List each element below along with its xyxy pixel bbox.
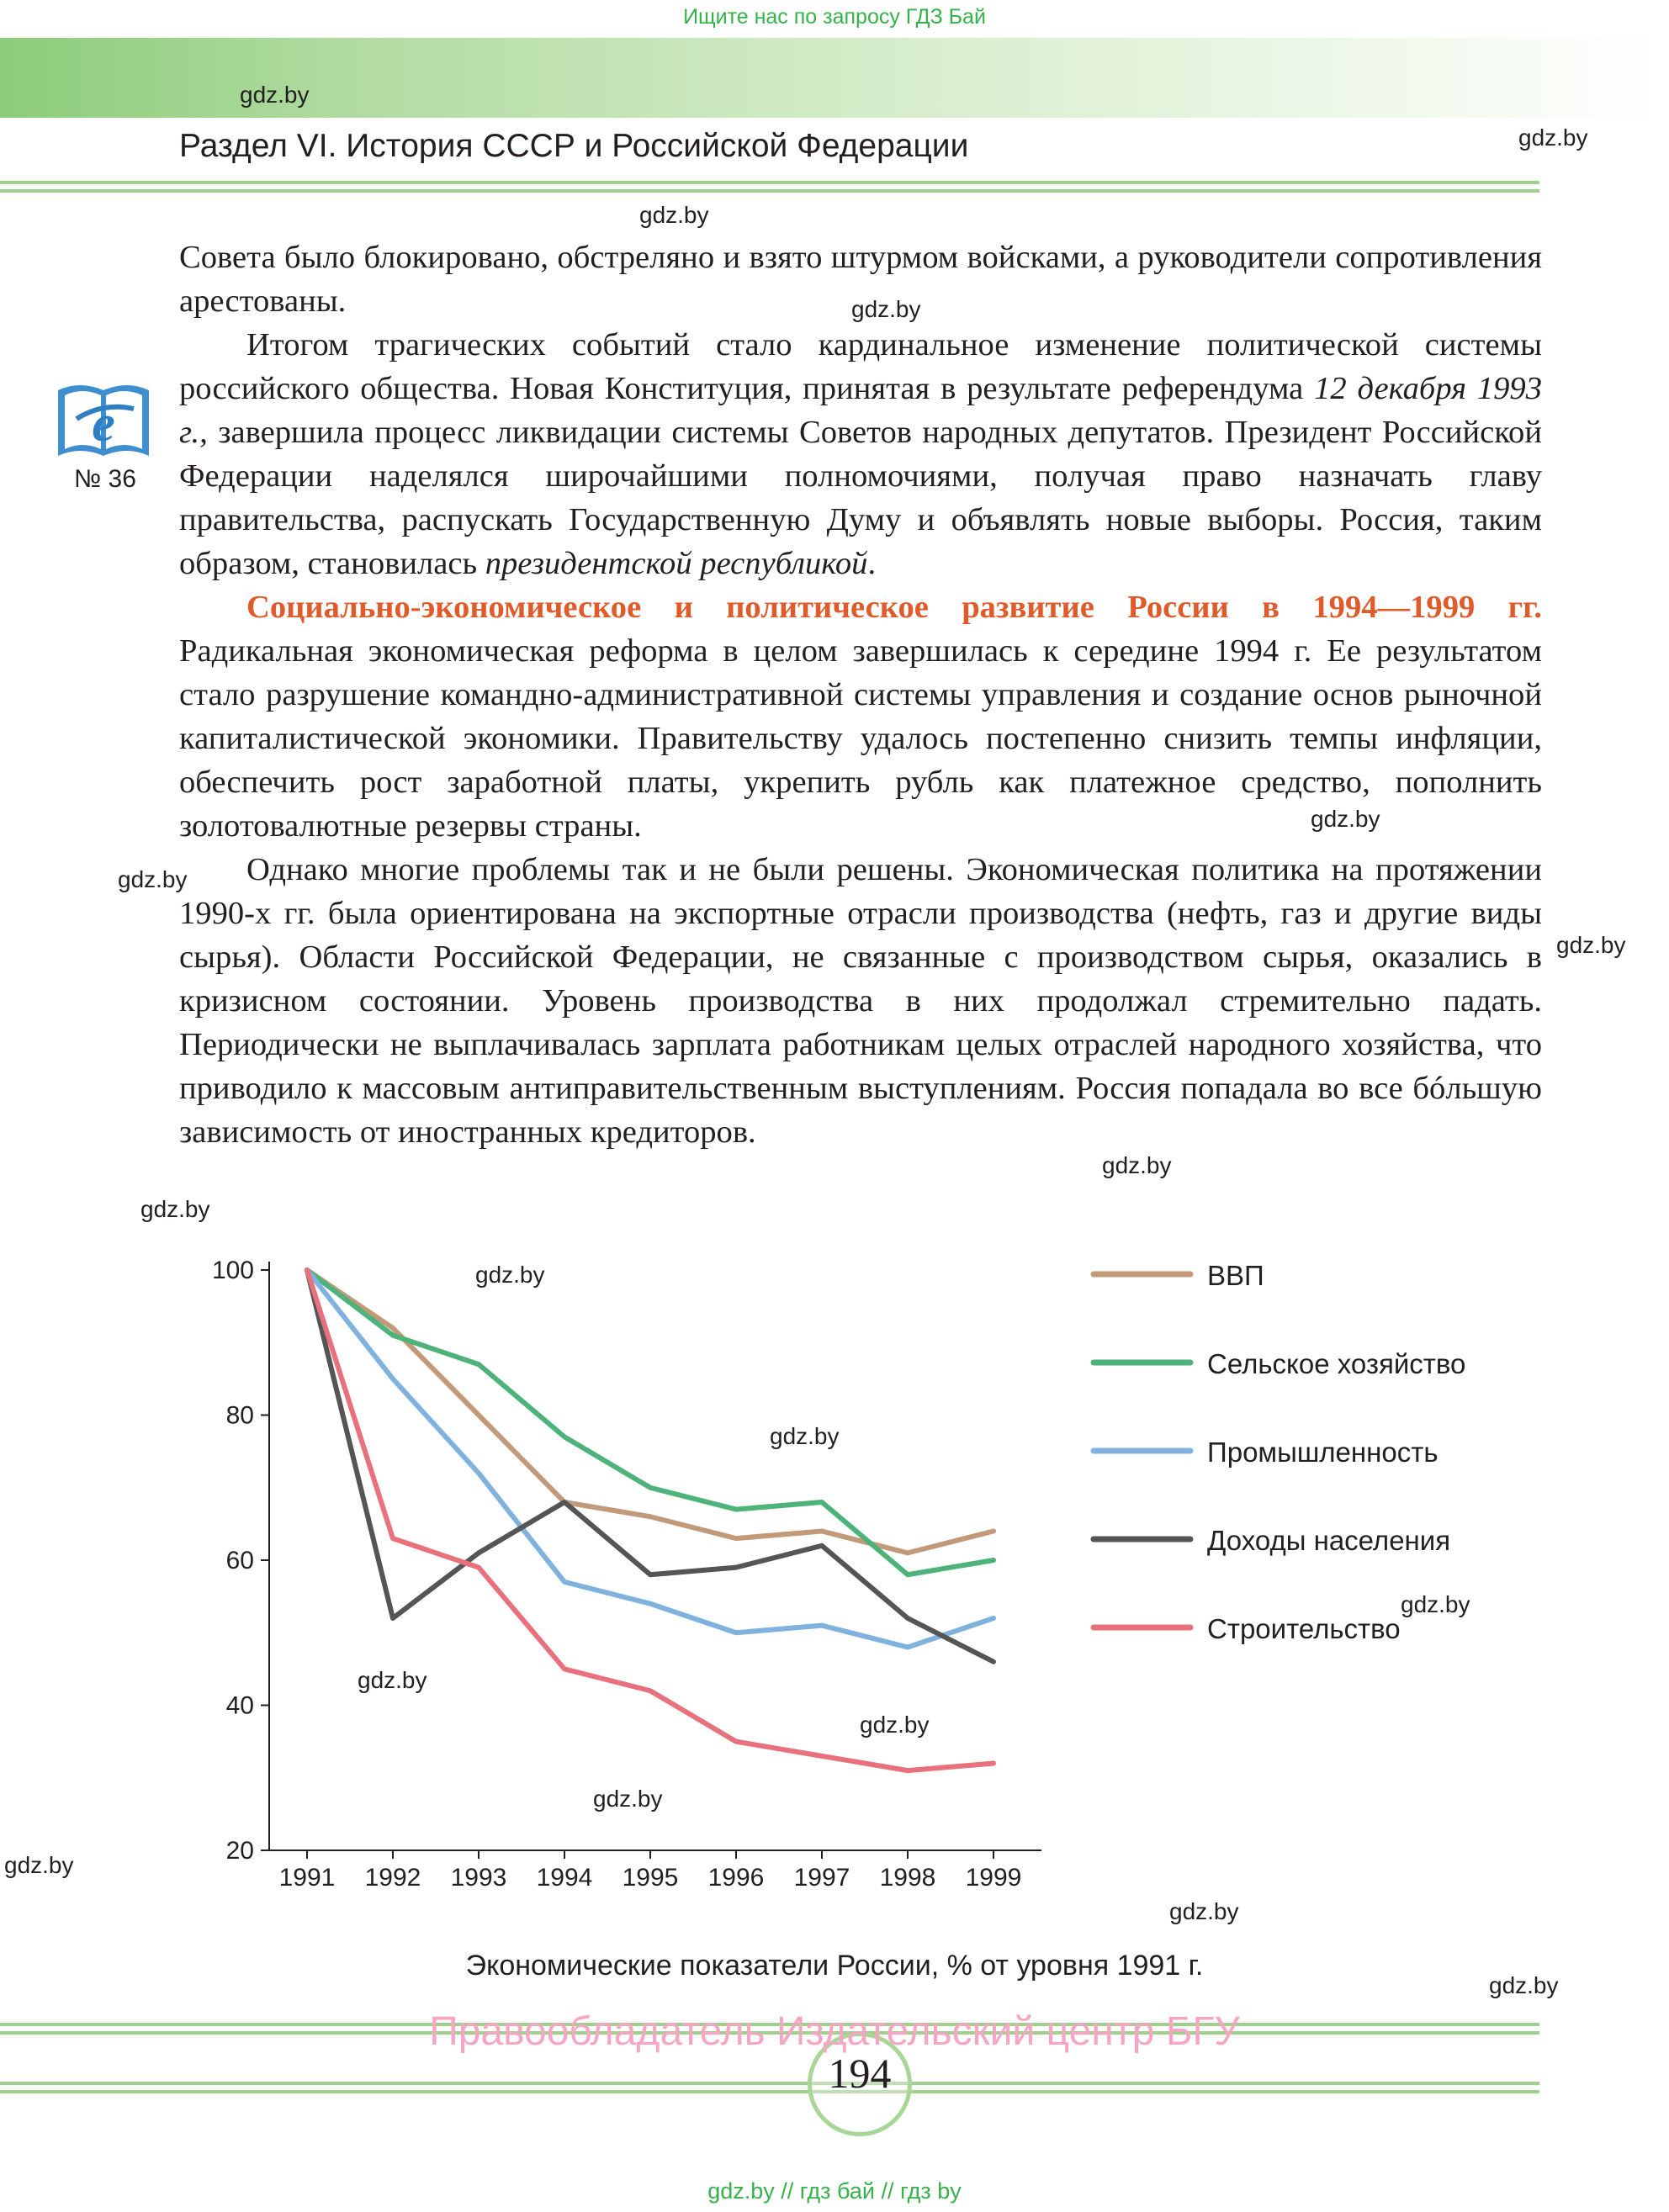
watermark: gdz.by bbox=[1401, 1591, 1470, 1617]
watermark: gdz.by bbox=[851, 296, 921, 322]
legend-label: Строительство bbox=[1207, 1613, 1401, 1644]
term-emphasis: президентской республикой bbox=[485, 546, 868, 581]
watermark: gdz.by bbox=[639, 202, 709, 228]
date-emphasis: 12 декабря 1993 г. bbox=[179, 371, 1542, 450]
copyright-watermark: Правообладатель Издательский центр БГУ bbox=[429, 2009, 1240, 2054]
watermark: gdz.by bbox=[140, 1196, 210, 1222]
footer-links[interactable]: gdz.by // гдз бай // гдз by bbox=[707, 2178, 962, 2204]
legend-label: ВВП bbox=[1207, 1260, 1264, 1291]
watermark: gdz.by bbox=[860, 1712, 930, 1738]
header-rule bbox=[0, 189, 1539, 193]
watermark: gdz.by bbox=[4, 1852, 74, 1878]
watermark: gdz.by bbox=[240, 82, 310, 108]
watermark: gdz.by bbox=[358, 1667, 427, 1693]
y-tick-label: 80 bbox=[225, 1401, 254, 1430]
legend-label: Промышленность bbox=[1207, 1437, 1439, 1468]
watermark: gdz.by bbox=[1169, 1898, 1239, 1924]
watermark: gdz.by bbox=[118, 866, 188, 892]
x-tick-label: 1994 bbox=[536, 1864, 593, 1892]
section-heading: Социально-экономическое и политическое развитие России в 1994—1999 гг. bbox=[246, 590, 1542, 625]
e-resource-book-icon[interactable] bbox=[55, 378, 152, 463]
y-tick-label: 20 bbox=[225, 1837, 254, 1865]
watermark: gdz.by bbox=[1489, 1972, 1559, 1998]
watermark: gdz.by bbox=[1311, 806, 1380, 832]
watermark: gdz.by bbox=[1556, 932, 1626, 958]
paragraph-1: Совета было блокировано, обстреляно и взято штурмом войсками, а руководители сопротивления арестованы. bbox=[179, 240, 1542, 319]
watermark: gdz.by bbox=[1102, 1152, 1172, 1178]
header-rule bbox=[0, 181, 1539, 184]
watermark: gdz.by bbox=[593, 1786, 663, 1812]
series-line bbox=[307, 1270, 993, 1574]
series-line bbox=[307, 1270, 993, 1648]
x-tick-label: 1991 bbox=[278, 1864, 336, 1892]
paragraph-3: Социально-экономическое и политическое развитие России в 1994—1999 гг. Радикальная экономическая реформа в целом завершилась к середине 1994 г. Ее результатом стало разрушение командно-административной системы управления и создание основ рыночной капиталистической экономики. Правительству удалось постепенно снизить темпы инфляции, обеспечить рост заработной платы, укрепить рубль как платежное средство, пополнить золотовалютные резервы страны. bbox=[179, 590, 1542, 844]
legend-label: Доходы населения bbox=[1207, 1525, 1451, 1556]
x-tick-label: 1993 bbox=[450, 1864, 507, 1892]
legend-label: Сельское хозяйство bbox=[1207, 1348, 1466, 1379]
y-tick-label: 60 bbox=[225, 1547, 254, 1574]
top-banner: Ищите нас по запросу ГДЗ Бай bbox=[683, 5, 986, 29]
x-tick-label: 1995 bbox=[622, 1864, 679, 1892]
y-tick-label: 100 bbox=[211, 1257, 254, 1284]
paragraph-4: Однако многие проблемы так и не были решены. Экономическая политика на протяжении 1990-х гг. была ориентирована на экспортные отрасли производства (нефть, газ и другие виды сырья). Области Российской Федерации, не связанные с производством сырья, оказались в кризисном состоянии. Уровень производства в них продолжал стремительно падать. Периодически не выплачивалась зарплата работникам целых отраслей народного хозяйства, что приводило к массовым антиправительственным выступлениям. Россия попадала во все бóльшую зависимость от иностранных кредиторов. bbox=[179, 852, 1542, 1150]
section-title: Раздел VI. История СССР и Российской Федерации bbox=[179, 128, 969, 164]
svg-text:e: e bbox=[92, 395, 115, 452]
chart-legend bbox=[1094, 1260, 1465, 1644]
chart-lines bbox=[307, 1270, 993, 1770]
economic-indicators-chart bbox=[0, 1245, 1669, 1960]
x-tick-label: 1996 bbox=[707, 1864, 765, 1892]
page-number: 194 bbox=[828, 2050, 892, 2097]
watermark: gdz.by bbox=[770, 1423, 840, 1449]
series-line bbox=[307, 1270, 993, 1553]
chart-caption: Экономические показатели России, % от уровня 1991 г. bbox=[465, 1950, 1204, 1982]
resource-number: № 36 bbox=[74, 465, 136, 493]
x-tick-label: 1999 bbox=[965, 1864, 1022, 1892]
x-tick-label: 1997 bbox=[793, 1864, 850, 1892]
x-tick-label: 1998 bbox=[879, 1864, 936, 1892]
body-text bbox=[179, 235, 1542, 1154]
footer-rule bbox=[0, 2090, 1539, 2093]
watermark: gdz.by bbox=[475, 1262, 545, 1288]
y-tick-label: 40 bbox=[225, 1691, 254, 1720]
footer-rule bbox=[0, 2082, 1539, 2085]
watermark: gdz.by bbox=[1518, 124, 1588, 151]
x-tick-label: 1992 bbox=[364, 1864, 421, 1892]
paragraph-2: Итогом трагических событий стало кардинальное изменение политической системы российского общества. Новая Конституция, принятая в результате референдума 12 декабря 1993 г., завершила процесс ликвидации системы Советов народных депутатов. Президент Российской Федерации наделялся широчайшими полномочиями, получая право назначать главу правительства, распускать Государственную Думу и объявлять новые выборы. Россия, таким образом, становилась президентской республикой. bbox=[179, 327, 1542, 581]
